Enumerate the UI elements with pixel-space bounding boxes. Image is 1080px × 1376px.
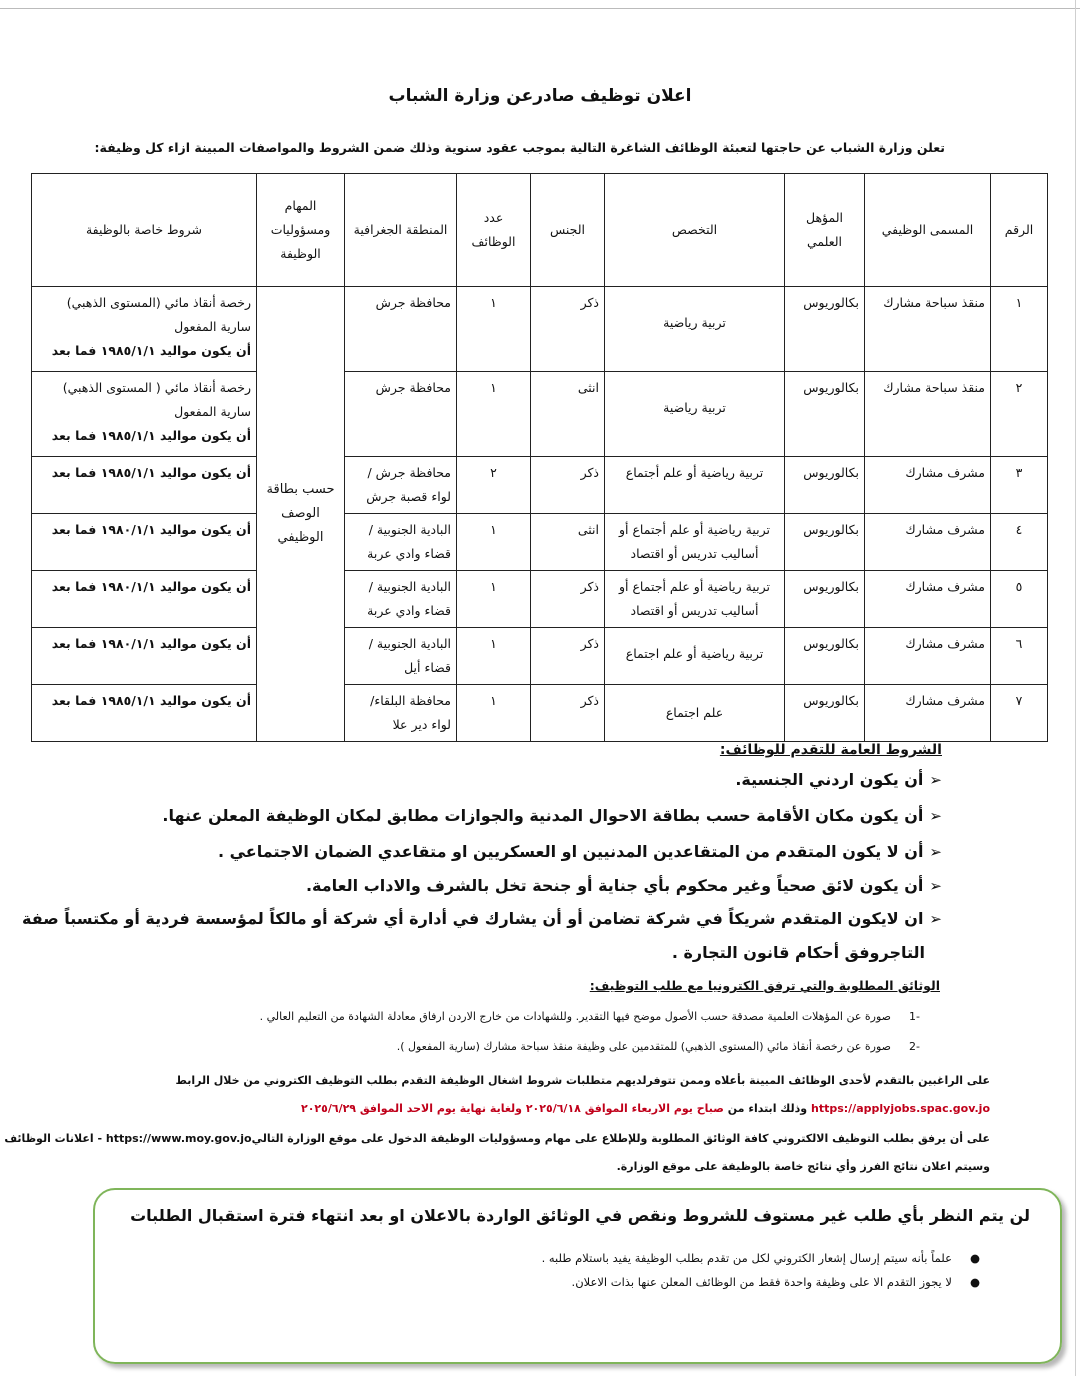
cell-num: ٣ xyxy=(991,457,1048,514)
cell-gender: ذكر xyxy=(531,457,605,514)
table-row xyxy=(32,287,1048,372)
header-title: المسمى الوظيفي xyxy=(865,174,991,287)
cell-spec xyxy=(605,372,785,457)
apply-line-2 xyxy=(301,1102,990,1115)
cell-special xyxy=(32,514,257,571)
table-row xyxy=(32,571,1048,628)
condition-continuation: التاجروفق أحكام قانون التجارة . xyxy=(671,943,925,962)
cell-special xyxy=(32,457,257,514)
bullet-text: علماً بأنه سيتم إرسال إشعار الكتروني لكل من تقدم بطلب الوظيفة يفيد باستلام طلبه . xyxy=(541,1251,952,1265)
apply-line-3-end: - اعلانات الوظائف xyxy=(4,1132,103,1145)
cell-count: ١ xyxy=(457,628,531,685)
check-arrow-icon: ➢ xyxy=(929,771,942,789)
cell-qual: بكالوريوس xyxy=(785,571,865,628)
notice-bullet xyxy=(542,1251,980,1265)
cell-special xyxy=(32,628,257,685)
cell-special xyxy=(32,685,257,742)
header-gender: الجنس xyxy=(531,174,605,287)
cell-spec xyxy=(605,287,785,372)
special-line: أن يكون مواليد ١٩٨٥/١/١ فما بعد xyxy=(51,343,251,358)
document-text: صورة عن رخصة أنقاذ مائي (المستوى الذهبي) للمتقدمين على وظيفة منقذ سباحة مشارك (سارية المفعول ). xyxy=(396,1040,892,1053)
general-conditions-heading: الشروط العامة للتقدم للوظائف: xyxy=(719,742,942,758)
cell-gender: ذكر xyxy=(531,628,605,685)
apply-dates: صباح يوم الاربعاء الموافق ٢٠٢٥/٦/١٨ ولغاية نهاية يوم الاحد الموافق ٢٠٢٥/٦/٢٩ xyxy=(300,1102,724,1115)
check-arrow-icon: ➢ xyxy=(929,843,942,861)
cell-count: ١ xyxy=(457,514,531,571)
special-line: سارية المفعول xyxy=(174,319,251,334)
cell-special xyxy=(32,287,257,372)
cell-num: ٥ xyxy=(991,571,1048,628)
tasks-text: حسب بطاقة الوصف الوظيفي xyxy=(266,482,335,545)
document-text: صورة عن المؤهلات العلمية مصدقة حسب الأصول موضح فيها التقدير. وللشهادات من خارج الاردن ارفاق معادلة الشهادة من التعليم العالي . xyxy=(259,1010,892,1023)
condition-item xyxy=(22,909,942,928)
cell-region: محافظة جرش xyxy=(345,372,457,457)
ministry-link[interactable]: https://www.moy.gov.jo xyxy=(105,1132,252,1145)
apply-mid-text: وذلك ابتداء من xyxy=(727,1102,808,1115)
special-line: أن يكون مواليد ١٩٨٥/١/١ فما بعد xyxy=(51,465,251,480)
table-row xyxy=(32,628,1048,685)
special-line: أن يكون مواليد ١٩٨٥/١/١ فما بعد xyxy=(51,693,251,708)
cell-gender: انثى xyxy=(531,514,605,571)
cell-title: مشرف مشارك xyxy=(865,514,991,571)
condition-item xyxy=(735,770,942,789)
condition-text: أن يكون لائق صحياً وغير محكوم بأي جناية أو جنحة تخل بالشرف والاداب العامة. xyxy=(305,876,924,895)
apply-line-3-text: على أن يرفق بطلب التوظيف الالكتروني كافة الوثائق المطلوبة وللإطلاع على مهام ومسؤوليات الوظيفة الدخول على موقع الوزارة التالي xyxy=(251,1132,990,1145)
document-number: -2 xyxy=(909,1040,920,1053)
notice-title: لن يتم النظر بأي طلب غير مستوف للشروط ونقص في الوثائق الواردة بالاعلان او بعد انتهاء فترة استقبال الطلبات xyxy=(130,1206,1030,1225)
documents-heading: الوثائق المطلوبة والتي ترفق الكترونيا مع طلب التوظيف: xyxy=(589,978,940,993)
spec-text: تربية رياضية أو علم أجتماع xyxy=(625,465,764,480)
condition-item xyxy=(218,842,942,861)
cell-region: محافظة البلقاء/ لواء دير علا xyxy=(345,685,457,742)
page-right-border xyxy=(1075,0,1076,1376)
spec-text: علم اجتماع xyxy=(665,705,724,720)
condition-text: أن يكون مكان الأقامة حسب بطاقة الاحوال المدنية والجوازات مطابق لمكان الوظيفة المعلن عنها. xyxy=(162,806,924,825)
header-spec: التخصص xyxy=(605,174,785,287)
cell-qual: بكالوريوس xyxy=(785,457,865,514)
header-special: شروط خاصة بالوظيفة xyxy=(32,174,257,287)
header-qual: المؤهل العلمي xyxy=(785,174,865,287)
cell-spec xyxy=(605,571,785,628)
cell-spec xyxy=(605,685,785,742)
special-line: أن يكون مواليد ١٩٨٠/١/١ فما بعد xyxy=(51,579,251,594)
cell-count: ١ xyxy=(457,571,531,628)
page-title: اعلان توظيف صادرعن وزارة الشباب xyxy=(388,86,692,106)
spec-text: تربية رياضية xyxy=(663,400,726,415)
cell-gender: انثى xyxy=(531,372,605,457)
cell-title: منقذ سباحة مشارك xyxy=(865,287,991,372)
header-region: المنطقة الجغرافية xyxy=(345,174,457,287)
cell-qual: بكالوريوس xyxy=(785,514,865,571)
cell-region: البادية الجنوبية /قضاء أيل xyxy=(345,628,457,685)
special-line: رخصة أنقاذ مائي ( المستوى الذهبي) xyxy=(62,380,251,395)
special-line: أن يكون مواليد ١٩٨٥/١/١ فما بعد xyxy=(51,428,251,443)
document-item xyxy=(260,1010,920,1023)
bullet-text: لا يجوز التقدم الا على وظيفة واحدة فقط من الوظائف المعلن عنها بذات الاعلان. xyxy=(571,1275,952,1289)
jobs-table xyxy=(31,173,1048,742)
condition-item xyxy=(306,876,942,895)
cell-region: محافظة جرش /لواء قصبة جرش xyxy=(345,457,457,514)
cell-region: البادية الجنوبية /قضاء وادي عربة xyxy=(345,571,457,628)
cell-title: مشرف مشارك xyxy=(865,571,991,628)
table-row xyxy=(32,514,1048,571)
cell-spec xyxy=(605,457,785,514)
cell-title: مشرف مشارك xyxy=(865,685,991,742)
table-row xyxy=(32,372,1048,457)
cell-num: ٦ xyxy=(991,628,1048,685)
spec-text: تربية رياضية xyxy=(663,315,726,330)
condition-text: أن لا يكون المتقدم من المتقاعدين المدنيين او العسكريين او متقاعدي الضمان الاجتماعي . xyxy=(217,842,924,861)
cell-qual: بكالوريوس xyxy=(785,628,865,685)
cell-num: ٧ xyxy=(991,685,1048,742)
header-count: عدد الوظائف xyxy=(457,174,531,287)
cell-region: البادية الجنوبية /قضاء وادي عربة xyxy=(345,514,457,571)
cell-count: ١ xyxy=(457,287,531,372)
document-number: -1 xyxy=(909,1010,920,1023)
cell-spec xyxy=(605,628,785,685)
spec-text: تربية رياضية أو علم أجتماع أو أساليب تدريس أو اقتصاد xyxy=(618,522,770,561)
cell-title: مشرف مشارك xyxy=(865,628,991,685)
check-arrow-icon: ➢ xyxy=(929,807,942,825)
document-item xyxy=(397,1040,920,1053)
cell-title: مشرف مشارك xyxy=(865,457,991,514)
header-tasks: المهام ومسؤوليات الوظيفة xyxy=(257,174,345,287)
table-row xyxy=(32,685,1048,742)
bullet-dot-icon: ● xyxy=(969,1251,980,1265)
cell-special xyxy=(32,571,257,628)
check-arrow-icon: ➢ xyxy=(929,910,942,928)
cell-title: منقذ سباحة مشارك xyxy=(865,372,991,457)
cell-num: ٤ xyxy=(991,514,1048,571)
cell-qual: بكالوريوس xyxy=(785,372,865,457)
cell-qual: بكالوريوس xyxy=(785,685,865,742)
apply-link[interactable]: https://applyjobs.spac.gov.jo xyxy=(811,1102,990,1115)
cell-count: ١ xyxy=(457,372,531,457)
bullet-dot-icon: ● xyxy=(969,1275,980,1289)
spec-text: تربية رياضية أو علم اجتماع xyxy=(625,646,764,661)
cell-tasks xyxy=(257,287,345,742)
table-header-row xyxy=(32,174,1048,287)
cell-gender: ذكر xyxy=(531,571,605,628)
cell-count: ١ xyxy=(457,685,531,742)
check-arrow-icon: ➢ xyxy=(929,877,942,895)
cell-region: محافظة جرش xyxy=(345,287,457,372)
cell-qual: بكالوريوس xyxy=(785,287,865,372)
special-line: أن يكون مواليد ١٩٨٠/١/١ فما بعد xyxy=(51,636,251,651)
cell-special xyxy=(32,372,257,457)
cell-gender: ذكر xyxy=(531,685,605,742)
page-top-border xyxy=(0,0,1080,9)
cell-gender: ذكر xyxy=(531,287,605,372)
table-row xyxy=(32,457,1048,514)
cell-num: ١ xyxy=(991,287,1048,372)
header-num: الرقم xyxy=(991,174,1048,287)
intro-text: تعلن وزارة الشباب عن حاجتها لتعبئة الوظائف الشاغرة التالية بموجب عقود سنوية وذلك ضمن الشروط والمواصفات المبينة ازاء كل وظيفة: xyxy=(94,140,945,155)
apply-line-1: على الراغبين بالتقدم لأحدى الوظائف المبينة بأعلاه وممن تتوفرلديهم متطلبات شروط اشغال الوظيفة التقدم بطلب التوظيف الكتروني من خلال الرابط xyxy=(175,1074,990,1087)
apply-line-4: وسيتم اعلان نتائج الفرز وأي نتائج خاصة بالوظيفة على موقع الوزارة. xyxy=(616,1160,990,1173)
condition-text: أن يكون اردني الجنسية. xyxy=(735,770,924,789)
cell-count: ٢ xyxy=(457,457,531,514)
apply-line-3 xyxy=(4,1132,990,1145)
spec-text: تربية رياضية أو علم أجتماع أو أساليب تدريس أو اقتصاد xyxy=(618,579,770,618)
condition-text: ان لايكون المتقدم شريكاً في شركة تضامن أو أن يشارك في أدارة أي شركة أو مالكاً لمؤسسة فردية أو مكتسباً صفة xyxy=(22,909,924,928)
special-line: سارية المفعول xyxy=(174,404,251,419)
cell-spec xyxy=(605,514,785,571)
cell-num: ٢ xyxy=(991,372,1048,457)
special-line: رخصة أنقاذ مائي (المستوى الذهبي) xyxy=(66,295,251,310)
notice-bullet xyxy=(572,1275,980,1289)
special-line: أن يكون مواليد ١٩٨٠/١/١ فما بعد xyxy=(51,522,251,537)
condition-item xyxy=(162,806,942,825)
